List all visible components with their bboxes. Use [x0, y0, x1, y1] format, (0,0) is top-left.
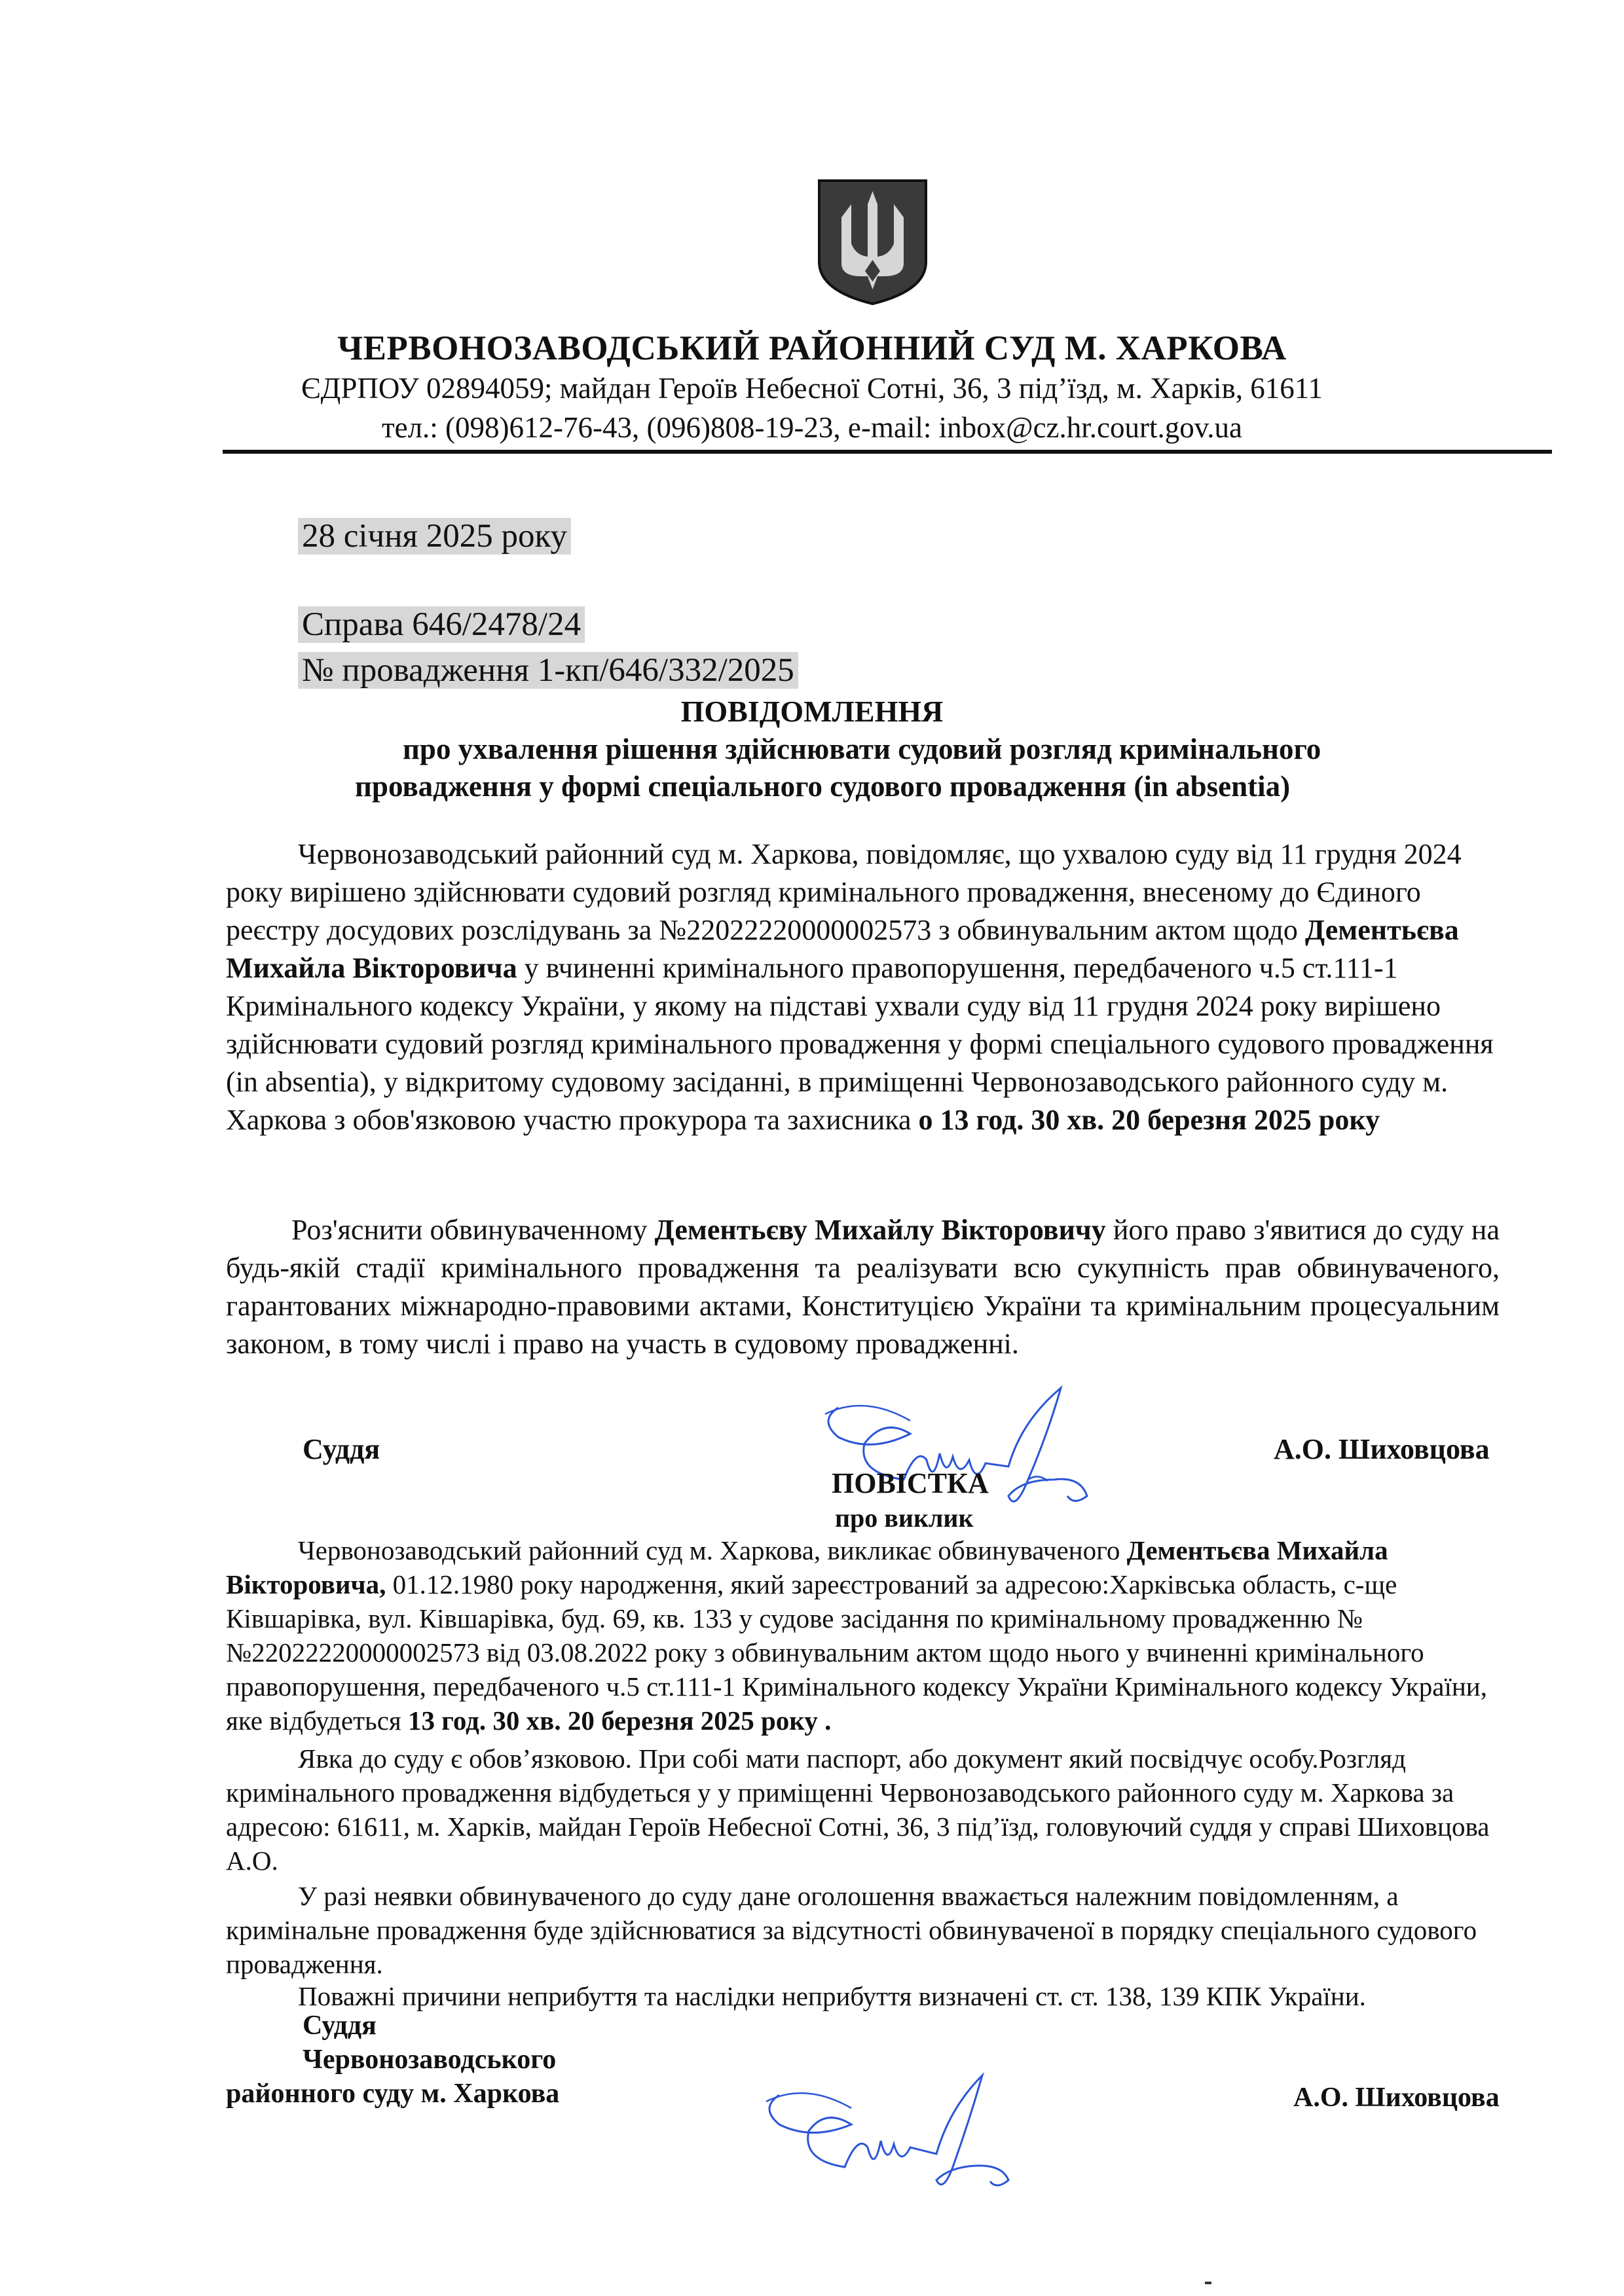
summons-p1-text-b: 01.12.1980 року народження, який зареєстрований за адресою:Харківська область, с-ще Ківшарівка, вул. Ківшарівка, буд. 69, кв. 133 у судове засідання по кримінальному провадженню №№22022220000002573 від 03.08.2022 року з обвинувальним актом щодо нього у вчиненні кримінального правопорушення, передбаченого ч.5 ст.111-1 Кримінального кодексу України Кримінального кодексу України, яке відбудеться [226, 1569, 1487, 1736]
scan-mark [1205, 2282, 1211, 2284]
notice-p1-text-a: Червонозаводський районний суд м. Харкова, повідомляє, що ухвалою суду від 11 грудня 2024 року вирішено здійснювати судовий розгляд кримінального провадження, внесеному до Єдиного реєстру досудових розслідувань за №22022220000002573 з обвинувальним актом щодо [226, 838, 1462, 946]
court-contacts: тел.: (098)612-76-43, (096)808-19-23, e-mail: inbox@cz.hr.court.gov.ua [381, 411, 1243, 444]
judge-signature-2 [753, 2062, 1028, 2193]
document-date-text: 28 січня 2025 року [298, 518, 571, 555]
notice-p2-text-a: Роз'яснити обвинуваченному [291, 1214, 655, 1246]
case-number [298, 606, 585, 644]
summons-judge-court-line2: районного суду м. Харкова [226, 2079, 560, 2109]
summons-hearing-datetime: 13 год. 30 хв. 20 березня 2025 року . [408, 1705, 832, 1736]
notice-subtitle-line1: про ухвалення рішення здійснювати судовий розгляд кримінального [403, 733, 1321, 765]
court-name: ЧЕРВОНОЗАВОДСЬКИЙ РАЙОННИЙ СУД М. ХАРКОВА [337, 329, 1287, 367]
judge-name: А.О. Шиховцова [1274, 1433, 1490, 1465]
summons-p1-text-a: Червонозаводський районний суд м. Харкова, викликає обвинуваченого [298, 1535, 1127, 1565]
summons-paragraph-3: У разі неявки обвинуваченого до суду дане оголошення вважається належним повідомленням, а кримінальне провадження буде здійснюватися за відсутності обвинуваченої в порядку спеціального судового провадження. [226, 1881, 1477, 1979]
court-address: ЄДРПОУ 02894059; майдан Героїв Небесної Сотні, 36, 3 під’їзд, м. Харків, 61611 [301, 372, 1323, 405]
case-number-text: Справа 646/2478/24 [298, 606, 585, 643]
accused-name-dative: Дементьєву Михайлу Вікторовичу [654, 1214, 1106, 1246]
document-date [298, 517, 571, 555]
notice-p1-text-b: у вчиненні кримінального правопорушення, передбаченого ч.5 ст.111-1 Кримінального кодексу України, у якому на підставі ухвали суду від 11 грудня 2024 року вирішено здійснювати судовий розгляд кримінального провадження у формі спеціального судового провадження (in absentia), у відкритому судовому засіданні, в приміщенні Червонозаводського районного суду м. Харкова з обов'язковою участю прокурора та захисника [226, 952, 1494, 1136]
ukraine-trident-icon [815, 178, 930, 306]
header-divider [223, 450, 1552, 454]
summons-subtitle: про виклик [835, 1503, 974, 1533]
summons-paragraph-1 [226, 1533, 1509, 1738]
summons-paragraph-2: Явка до суду є обов’язковою. При собі мати паспорт, або документ який посвідчує особу.Розгляд кримінального провадження відбудеться у у приміщенні Червонозаводського районного суду м. Харкова за адресою: 61611, м. Харків, майдан Героїв Небесної Сотні, 36, 3 під’їзд, головуючий суддя у справі Шиховцова А.О. [226, 1743, 1490, 1876]
summons-judge-court-line1: Червонозаводського [303, 2045, 557, 2075]
notice-p2-text-b: його право з'явитися до суду на будь-якій стадії кримінального провадження та реалізувати всю сукупність прав обвинуваченого, гарантованих міжнародно-правовими актами, Конституцією України та кримінальним процесуальним законом, в тому числі і право на участь в судовому провадженні. [226, 1214, 1500, 1360]
summons-judge-label: Суддя [303, 2011, 377, 2041]
notice-paragraph-1 [226, 835, 1500, 1139]
summons-title: ПОВІСТКА [832, 1467, 989, 1499]
accused-name: Дементьєва Михайла Вікторовича [226, 914, 1459, 984]
judge-label: Суддя [303, 1433, 380, 1465]
notice-paragraph-2 [226, 1211, 1500, 1363]
summons-judge-name: А.О. Шиховцова [1293, 2083, 1500, 2113]
proceeding-number [298, 651, 798, 689]
notice-subtitle-line2: провадження у формі спеціального судового провадження (in absentia) [355, 770, 1291, 803]
proceeding-number-text: № провадження 1-кп/646/332/2025 [298, 652, 798, 689]
summons-paragraph-4: Поважні причини неприбуття та наслідки неприбуття визначені ст. ст. 138, 139 КПК України. [298, 1981, 1366, 2011]
summons-accused-name: Дементьєва Михайла Вікторовича, [226, 1535, 1388, 1599]
notice-title: ПОВІДОМЛЕННЯ [680, 695, 944, 728]
hearing-datetime: о 13 год. 30 хв. 20 березня 2025 року [918, 1104, 1380, 1136]
